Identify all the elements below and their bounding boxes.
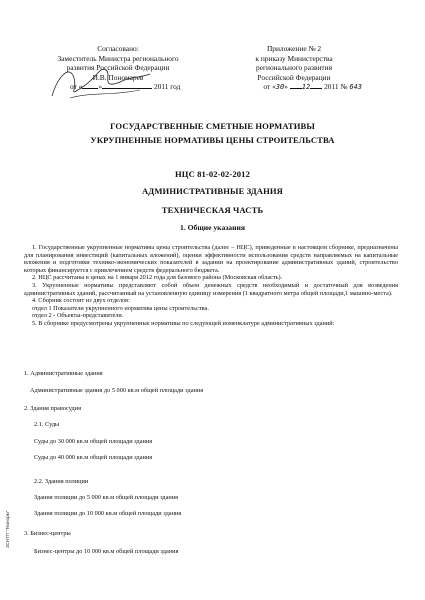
list-item: Бизнес-центры до 10 000 кв.м общей площади здания <box>34 548 179 555</box>
approval-label: Согласовано: <box>97 44 139 53</box>
document-title-line1: ГОСУДАРСТВЕННЫЕ СМЕТНЫЕ НОРМАТИВЫ <box>110 121 315 131</box>
list-item: Административные здания до 5 000 кв.м общей площади здания <box>30 387 204 394</box>
list-item: Суды до 40 000 кв.м общей площади здания <box>34 454 153 461</box>
list-item: Суды до 30 000 кв.м общей площади здания <box>34 438 153 445</box>
list-item: 3. Бизнес-центры <box>24 530 71 537</box>
approval-organization: развития Российской Федерации <box>66 63 170 73</box>
paragraph-4: 4. Сборник состоит из двух отделов: <box>32 297 130 305</box>
annex-country: Российской Федерации <box>257 72 331 82</box>
list-item: Здания полиции до 10 000 кв.м общей площади здания <box>34 510 182 517</box>
paragraph-2: 2. НЦС рассчитаны в ценах на 1 января 2012 года для базового района (Московская область). <box>32 274 283 282</box>
subsection-title: 1. Общие указания <box>180 223 245 232</box>
annex-ministry: регионального развития <box>256 63 332 73</box>
part-title: ТЕХНИЧЕСКАЯ ЧАСТЬ <box>161 205 264 215</box>
annex-date: от «30» 12 2011 № 643 <box>263 82 362 92</box>
paragraph-3: 3. Укрупненные нормативы представляют собой объем денежных средств необходимый и достаточный для возведения административных зданий, рассчитанный на установленную единицу измерения (1 квадратного метра общей площади,1 машино-места). <box>24 281 398 297</box>
approval-position: Заместитель Министра регионального <box>57 53 179 63</box>
approval-date: от « » 2011 год <box>70 82 181 92</box>
section-title: АДМИНИСТРАТИВНЫЕ ЗДАНИЯ <box>142 186 283 196</box>
list-item: 1. Административные здания <box>24 370 103 377</box>
paragraph-1: 1. Государственные укрупненные нормативы цены строительства (далее – НЦС), приведенные в настоящем сборнике, предназначены для планирования инвестиций (капитальных вложений), оценки эффективности использования средств направляемых на капитальные вложения и подготовки технико-экономических показателей в задании на проектирование административных зданий, строительство которых финансируется с привлечением средств федерального бюджета. <box>24 244 398 274</box>
paragraph-4a: отдел 1 Показатели укрупненного норматива цены строительства. <box>32 304 209 312</box>
general-provisions <box>24 244 398 328</box>
side-watermark: ЗСНТП "Технорм" <box>5 510 10 548</box>
list-item: 2.2. Здания полиции <box>34 478 89 485</box>
document-title-line2: УКРУПНЕННЫЕ НОРМАТИВЫ ЦЕНЫ СТРОИТЕЛЬСТВА <box>90 135 335 145</box>
list-item: Здания полиции до 5 000 кв.м общей площади здания <box>34 494 179 501</box>
annex-number: Приложение № 2 <box>266 44 322 53</box>
annex-block <box>226 44 362 93</box>
document-code: НЦС 81-02-02-2012 <box>175 169 250 179</box>
list-item: 2.1. Суды <box>34 421 60 428</box>
paragraph-5: 5. В сборнике предусмотрены укрупненные нормативы по следующей номенклатуре административных зданий: <box>32 319 335 327</box>
signature-image <box>40 56 160 106</box>
paragraph-4b: отдел 2 - Объекты-представители. <box>32 312 124 320</box>
list-item: 2. Здания правосудия <box>24 405 81 412</box>
annex-order: к приказу Министерства <box>255 53 333 63</box>
approval-signatory: И.В. Пономарев <box>92 72 144 82</box>
